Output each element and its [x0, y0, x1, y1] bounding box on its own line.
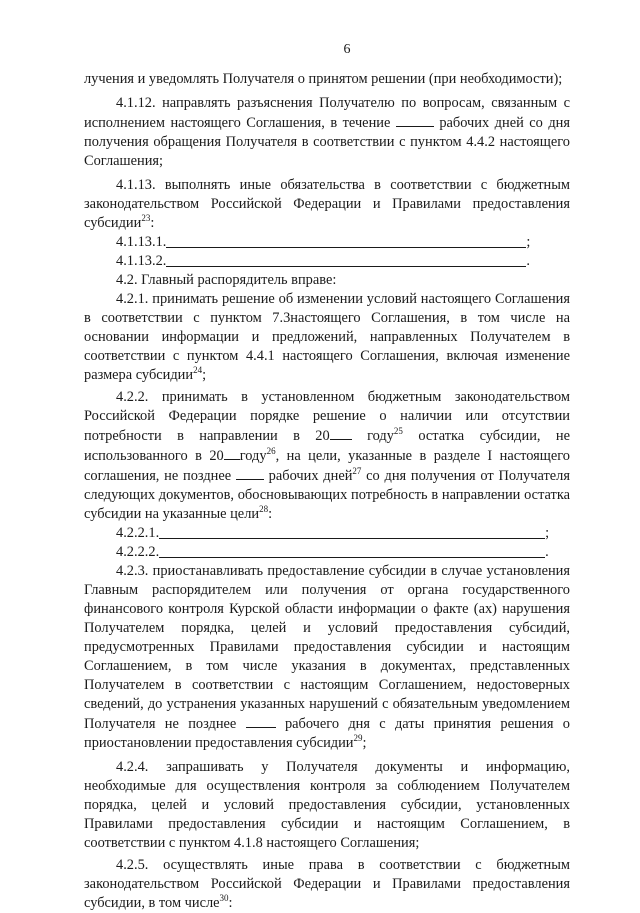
- paragraph-4-2-3-text-a: 4.2.3. приостанавливать предоставление субсидии в случае установления Главным распорядителем или получения от органа государственного финансового контроля Курской области информации о факте (ах) нарушения Получателем порядка, целей и условий предоставления субсидий, предусмотренных Правилами предоставления субсидии и настоящим Соглашением, в том числе указания в документах, представленных Получателем в соответствии с настоящим Соглашением, недостоверных сведений, до устранения указанных нарушений с обязательным уведомлением Получателя не позднее: [84, 563, 570, 732]
- fill-line-end: .: [545, 544, 549, 560]
- fill-line-number: 4.2.2.1.: [116, 525, 160, 541]
- blank-field-year: [330, 426, 352, 440]
- fill-line-4-1-13-1: [84, 233, 570, 252]
- paragraph-4-2-2-text-d: году: [239, 448, 267, 464]
- paragraph-4-2-heading: 4.2. Главный распорядитель вправе:: [116, 272, 337, 288]
- paragraph-4-2-3-tail: ;: [362, 735, 367, 751]
- paragraph-4-1-13-tail: :: [150, 215, 155, 231]
- paragraph-4-2-5: [84, 856, 570, 913]
- blank-field-days: [396, 113, 434, 127]
- paragraph-4-1-12: [84, 94, 570, 171]
- paragraph-4-2-2-text-e: , на цели, указанные в разделе I настоящего соглашения, не позднее: [84, 448, 570, 484]
- paragraph-4-1-11-continuation: лучения и уведомлять Получателя о принятом решении (при необходимости);: [84, 71, 563, 87]
- paragraph-4-2-1: [84, 290, 570, 385]
- fill-line-4-2-2-2: [84, 543, 570, 562]
- footnote-ref-24: 24: [193, 365, 203, 375]
- paragraph-4-1-13: [84, 176, 570, 233]
- paragraph-4-2-2-text-b: году: [367, 428, 394, 444]
- paragraph-4-2-2-text-f: рабочих дней: [268, 468, 353, 484]
- footnote-ref-27: 27: [352, 466, 362, 476]
- footnote-ref-28: 28: [259, 504, 269, 514]
- fill-line-number: 4.1.13.1.: [116, 234, 167, 250]
- blank-field-days: [236, 466, 264, 480]
- paragraph-4-1-13-text: 4.1.13. выполнять иные обязательства в соответствии с бюджетным законодательством Российской Федерации и Правилами предоставления субсидии: [84, 177, 570, 231]
- page-number: 6: [343, 42, 351, 57]
- paragraph-4-2-2-text-h: :: [268, 506, 273, 522]
- blank-line: [166, 253, 526, 267]
- paragraph-4-2-2-text-c: остатка субсидии, не использованного в 20: [84, 428, 570, 464]
- paragraph-4-1-12-text-a: 4.1.12. направлять разъяснения Получателю по вопросам, связанным с исполнением настоящего Соглашения, в течение: [84, 95, 570, 131]
- footnote-ref-26: 26: [266, 446, 276, 456]
- footnote-ref-23: 23: [141, 213, 151, 223]
- paragraph-4-2-2-text-g: со дня получения от Получателя следующих документов, обосновывающих потребность в направлении остатка субсидии на указанные цели: [84, 468, 570, 522]
- fill-line-end: .: [526, 253, 530, 269]
- fill-line-4-2-2-1: [84, 524, 570, 543]
- fill-line-4-1-13-2: [84, 252, 570, 271]
- fill-line-end: ;: [545, 525, 550, 541]
- footnote-ref-29: 29: [353, 733, 363, 743]
- paragraph-4-2-2-text-a: 4.2.2. принимать в установленном бюджетным законодательством Российской Федерации порядке решение о наличии или отсутствии потребности в направлении в 20: [84, 389, 570, 444]
- paragraph-4-2-4: 4.2.4. запрашивать у Получателя документы и информацию, необходимые для осуществления контроля за соблюдением Получателем порядка, целей и условий предоставления субсидии, установленных Правилами предоставления субсидии и настоящим Соглашением, в соответствии с пунктом 4.1.8 настоящего Соглашения;: [84, 759, 570, 851]
- blank-line: [159, 525, 545, 539]
- blank-field-days: [246, 714, 276, 728]
- footnote-ref-30: 30: [219, 893, 229, 903]
- paragraph-4-2-3-text-b: рабочего дня с даты принятия решения о приостановлении предоставления субсидии: [84, 716, 570, 751]
- paragraph-4-2-1-text: 4.2.1. принимать решение об изменении условий настоящего Соглашения в соответствии с пунктом 7.3настоящего Соглашения, в том числе на основании информации и предложений, направленных Получателем в соответствии с пунктом 4.4.1 настоящего Соглашения, включая изменение размера субсидии: [84, 291, 570, 383]
- fill-line-end: ;: [526, 234, 531, 250]
- blank-line: [166, 234, 526, 248]
- blank-field-year: [224, 446, 240, 460]
- paragraph-4-2-2: [84, 388, 570, 524]
- document-page: [84, 40, 570, 913]
- blank-line: [159, 544, 545, 558]
- paragraph-4-2-1-tail: ;: [202, 367, 207, 383]
- paragraph-4-2-5-text: 4.2.5. осуществлять иные права в соответствии с бюджетным законодательством Российской Федерации и Правилами предоставления субсидии, в том числе: [84, 857, 570, 911]
- footnote-ref-25: 25: [393, 426, 403, 436]
- paragraph-4-2-5-tail: :: [228, 895, 233, 911]
- fill-line-number: 4.1.13.2.: [116, 253, 167, 269]
- paragraph-4-1-12-text-b: рабочих дней со дня получения обращения Получателя в соответствии с пунктом 4.4.2 настоящего Соглашения;: [84, 115, 570, 169]
- paragraph-4-2-3: [84, 562, 570, 753]
- fill-line-number: 4.2.2.2.: [116, 544, 160, 560]
